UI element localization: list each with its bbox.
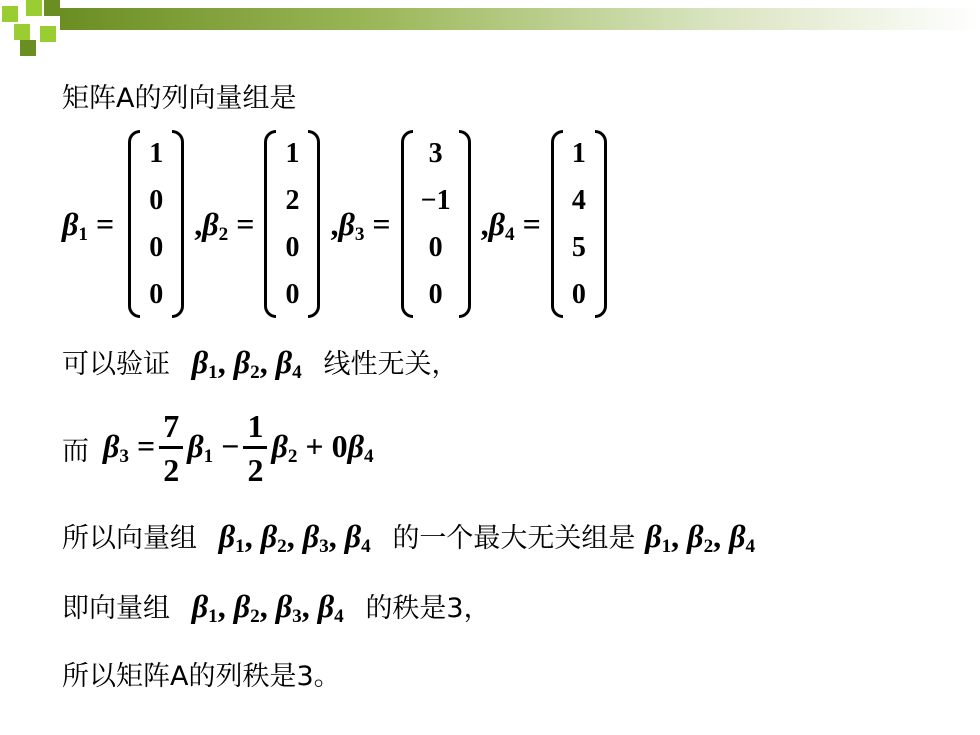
vector-label-1: $\beta_1$ = [62,206,115,245]
vector-beta-4 [551,130,607,322]
vector-beta-2 [264,130,320,322]
vector-entry: 0 [285,278,300,310]
decorative-square [20,40,36,56]
conclusion-text: 所以矩阵A的列秩是3。 [62,661,341,692]
vector-entry: 0 [571,278,586,310]
vector-entry: −1 [420,184,451,216]
decorative-gradient-bar [60,8,980,30]
fraction-seven-halves: $\frac{7}{2}$ [159,406,183,491]
vector-entry: 0 [149,184,164,216]
vector-label-3: $,\beta_3$ = [330,206,391,245]
vector-label-4: $,\beta_4$ = [480,206,541,245]
vector-entry: 1 [149,137,164,169]
vector-entry: 0 [428,231,443,263]
decorative-square [2,6,18,22]
vector-beta-3 [401,130,471,322]
vector-entry: 0 [149,231,164,263]
decorative-square [40,26,56,42]
vector-entry: 0 [428,278,443,310]
decorative-square [14,24,30,40]
vector-entry: 1 [285,137,300,169]
decorative-square [26,0,42,16]
vector-entry: 2 [285,184,300,216]
max-set-line: 所以向量组 $\beta_1$, $\beta_2$, $\beta_3$, $\beta_4$ 的一个最大无关组是 $\beta_1$, $\beta_2$, $\beta_4$ [62,518,756,557]
relation-equation: 而 $\beta_3$ = $\frac{7}{2}$ $\beta_1$ − $\frac{1}{2}$ $\beta_2 + 0\beta_4$ [62,398,374,498]
fraction-one-half: $\frac{1}{2}$ [243,406,267,491]
vector-beta-1 [128,130,184,322]
vector-label-2: $,\beta_2$ = [194,206,255,245]
intro-text: 矩阵A的列向量组是 [62,83,297,114]
vector-entry: 0 [149,278,164,310]
rank-line: 即向量组 $\beta_1$, $\beta_2$, $\beta_3$, $\beta_4$ 的秩是3， [62,588,491,627]
verify-line: 可以验证 $\beta_1$, $\beta_2$, $\beta_4$ 线性无关， [62,344,459,383]
title-decoration [0,0,980,60]
vector-entry: 3 [428,137,443,169]
decorative-square [44,0,60,16]
vector-entry: 5 [571,231,586,263]
column-vectors [62,128,613,324]
vector-entry: 4 [571,184,586,216]
vector-entry: 0 [285,231,300,263]
vector-entry: 1 [571,137,586,169]
